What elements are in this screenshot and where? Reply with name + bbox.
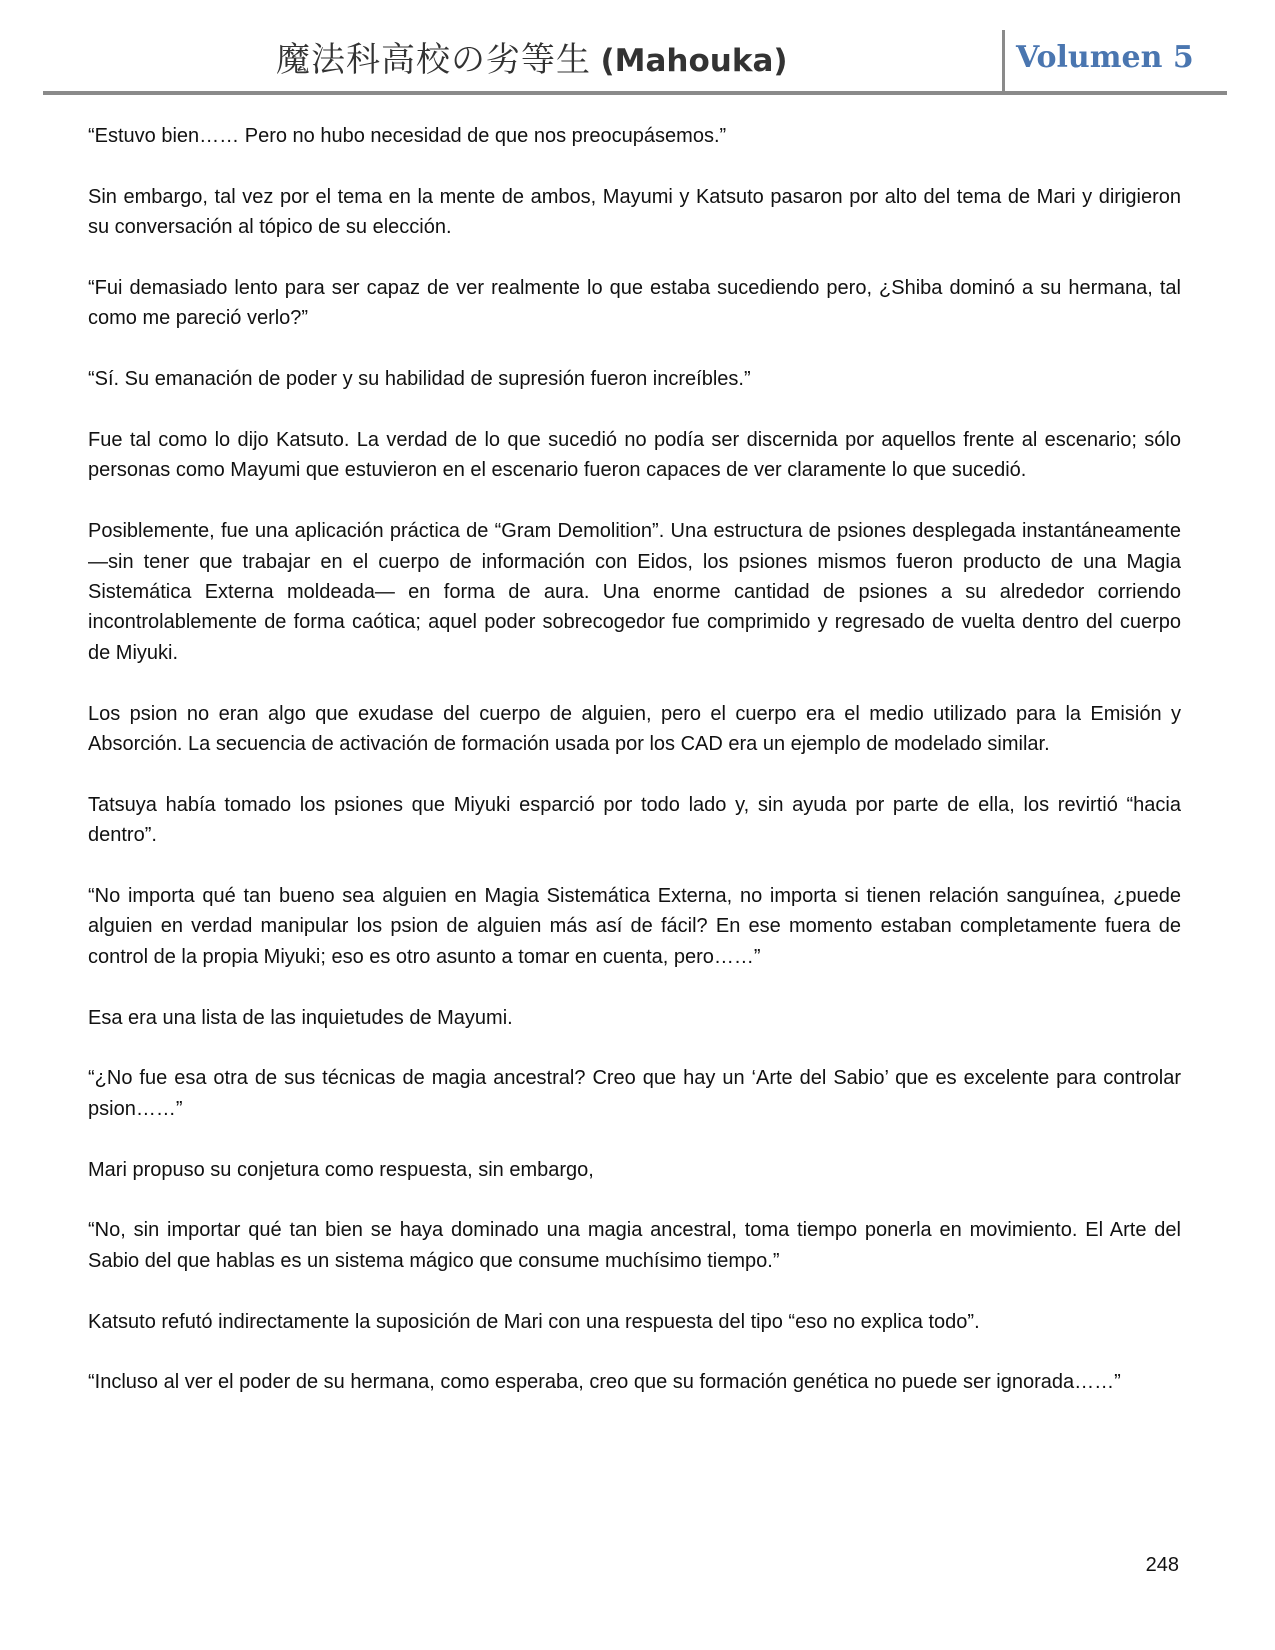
- paragraph: “Fui demasiado lento para ser capaz de ver realmente lo que estaba sucediendo pero, ¿Shiba dominó a su hermana, tal como me pareció verlo?”: [88, 277, 1181, 330]
- paragraph: Sin embargo, tal vez por el tema en la mente de ambos, Mayumi y Katsuto pasaron por alto del tema de Mari y dirigieron su conversación al tópico de su elección.: [88, 185, 1181, 239]
- paragraph: “Incluso al ver el poder de su hermana, como esperaba, creo que su formación genética no puede ser ignorada……”: [88, 1371, 1121, 1394]
- paragraph: Posiblemente, fue una aplicación práctica de “Gram Demolition”. Una estructura de psiones desplegada instantáneamente —sin tener que trabajar en el cuerpo de información con Eidos, los psiones mismos fueron producto de una Magia Sistemática Externa moldeada— en forma de aura. Una enorme cantidad de psiones a su alrededor corriendo incontrolablemente de forma caótica; aquel poder sobrecogedor fue comprimido y regresado de vuelta dentro del cuerpo de Miyuki.: [88, 520, 1181, 664]
- page-number: 248: [1145, 1554, 1179, 1576]
- paragraph: Tatsuya había tomado los psiones que Miyuki esparció por todo lado y, sin ayuda por parte de ella, los revirtió “hacia dentro”.: [88, 793, 1181, 847]
- paragraph: “¿No fue esa otra de sus técnicas de magia ancestral? Creo que hay un ‘Arte del Sabio’ que es excelente para controlar psion……”: [88, 1067, 1181, 1120]
- body-text: [88, 121, 1181, 1428]
- paragraph: Esa era una lista de las inquietudes de Mayumi.: [88, 1006, 513, 1029]
- page-header: [0, 0, 1275, 96]
- paragraph: Mari propuso su conjetura como respuesta, sin embargo,: [88, 1158, 594, 1181]
- paragraph: “Estuvo bien…… Pero no hubo necesidad de que nos preocupásemos.”: [88, 125, 727, 147]
- paragraph: “Sí. Su emanación de poder y su habilidad de supresión fueron increíbles.”: [88, 368, 751, 391]
- paragraph: “No, sin importar qué tan bien se haya dominado una magia ancestral, toma tiempo ponerla en movimiento. El Arte del Sabio del que hablas es un sistema mágico que consume muchísimo tiempo.”: [88, 1219, 1181, 1272]
- book-title: [276, 38, 788, 83]
- book-title-romaji: (Mahouka): [600, 43, 788, 79]
- header-divider: [1002, 30, 1005, 94]
- volume-label: Volumen 5: [1016, 40, 1194, 75]
- paragraph: Katsuto refutó indirectamente la suposición de Mari con una respuesta del tipo “eso no explica todo”.: [88, 1310, 980, 1333]
- paragraph: Fue tal como lo dijo Katsuto. La verdad de lo que sucedió no podía ser discernida por aquellos frente al escenario; sólo personas como Mayumi que estuvieron en el escenario fueron capaces de ver claramente lo que sucedió.: [88, 429, 1181, 482]
- book-title-japanese: 魔法科高校の劣等生: [276, 40, 591, 80]
- paragraph: Los psion no eran algo que exudase del cuerpo de alguien, pero el cuerpo era el medio utilizado para la Emisión y Absorción. La secuencia de activación de formación usada por los CAD era un ejemplo de modelado similar.: [88, 702, 1181, 756]
- paragraph: “No importa qué tan bueno sea alguien en Magia Sistemática Externa, no importa si tienen relación sanguínea, ¿puede alguien en verdad manipular los psion de alguien más así de fácil? En ese momento estaban completamente fuera de control de la propia Miyuki; eso es otro asunto a tomar en cuenta, pero……”: [88, 885, 1181, 968]
- header-rule: [43, 91, 1227, 95]
